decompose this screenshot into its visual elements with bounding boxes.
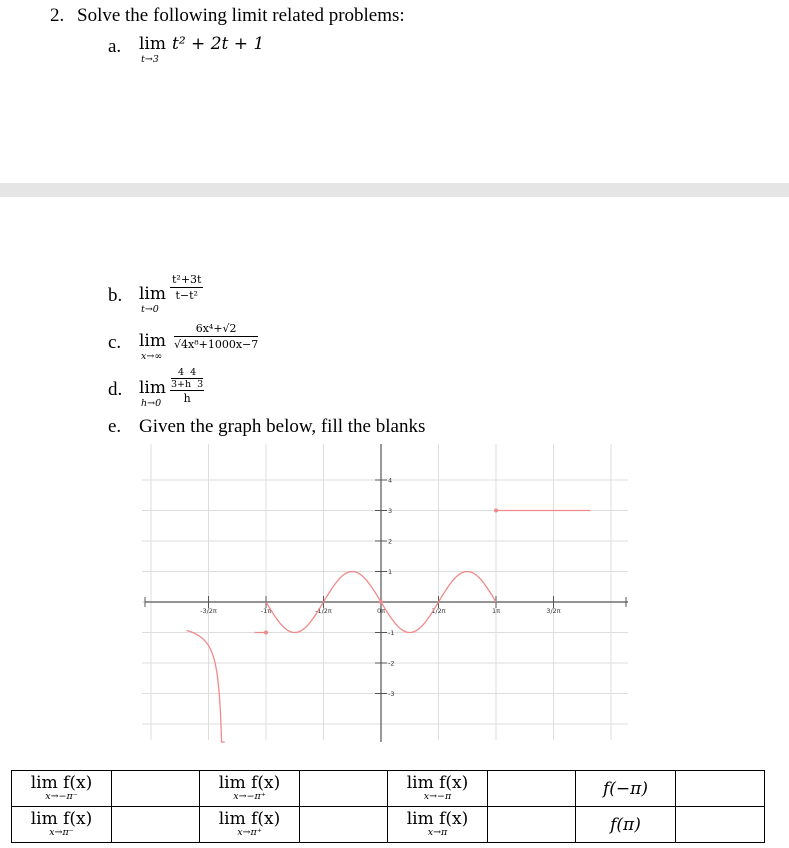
lim-subscript: x→−π⁻ <box>45 791 78 802</box>
part-d-denominator: h <box>183 392 191 405</box>
part-b-sub: t→0 <box>141 304 159 315</box>
function-graph <box>140 440 640 745</box>
part-c-fraction <box>174 322 258 351</box>
graph-axes <box>145 444 628 742</box>
part-d-label: d. <box>108 379 123 400</box>
part-b-fraction <box>170 273 203 302</box>
lim-subscript: x→π <box>427 827 448 838</box>
part-b-label: b. <box>108 285 123 306</box>
lim-expression: lim f(x) <box>30 773 93 793</box>
function-value: f(π) <box>610 814 641 835</box>
lim-expression: lim f(x) <box>218 773 281 793</box>
part-d-sub: h→0 <box>141 398 162 409</box>
lim-subscript: x→π⁻ <box>49 827 74 838</box>
x-tick-label: 0π <box>376 607 386 615</box>
table-cell-label <box>12 807 112 843</box>
part-b-numerator: t²+3t <box>172 273 202 286</box>
part-c-label: c. <box>108 332 122 353</box>
lim-subscript: x→π⁺ <box>237 827 262 838</box>
y-tick-label: 4 <box>388 476 393 485</box>
answer-blank[interactable] <box>488 807 576 843</box>
y-tick-label: 3 <box>388 507 393 515</box>
answer-blank[interactable] <box>300 807 388 843</box>
part-b-denominator: t−t² <box>175 289 198 302</box>
part-e-text: Given the graph below, fill the blanks <box>139 416 426 437</box>
table-cell-label <box>200 771 300 807</box>
table-row <box>12 807 765 843</box>
x-tick-labels <box>200 607 561 615</box>
lim-expression: lim f(x) <box>218 809 281 829</box>
answer-blank[interactable] <box>676 771 765 807</box>
part-c-numerator: 6x⁴+√2 <box>174 322 258 337</box>
y-tick-label: -3 <box>388 690 395 698</box>
x-tick-label: -1π <box>260 607 272 615</box>
part-c-lim: lim <box>139 331 166 351</box>
function-value: f(−π) <box>603 778 648 799</box>
answer-blank[interactable] <box>112 807 200 843</box>
part-a-label: a. <box>108 36 122 57</box>
origin-dot <box>379 600 383 604</box>
x-tick-label: -3/2π <box>200 607 217 615</box>
part-d-inner-fraction <box>170 367 204 391</box>
part-c-denominator: √4x⁸+1000x−7 <box>174 338 259 351</box>
x-tick-label: 1/2π <box>431 607 446 615</box>
answer-blank[interactable] <box>300 771 388 807</box>
blanks-table <box>11 770 765 843</box>
part-d-inner-numerator: 4 4 <box>171 367 203 379</box>
problem-number: 2. <box>50 5 65 26</box>
answer-blank[interactable] <box>676 807 765 843</box>
answer-blank[interactable] <box>488 771 576 807</box>
part-d-inner-denominator: 3+h 3 <box>171 379 204 390</box>
curve-asymptotic-branch <box>187 630 225 742</box>
table-cell-label <box>200 807 300 843</box>
lim-expression: lim f(x) <box>406 809 469 829</box>
problem-title: Solve the following limit related problems: <box>77 5 405 26</box>
part-b-lim: lim <box>139 284 166 304</box>
part-d-fraction <box>170 367 204 405</box>
part-a-lim: lim <box>139 34 166 54</box>
y-tick-label: -1 <box>388 629 395 637</box>
part-d-lim: lim <box>139 378 166 398</box>
lim-expression: lim f(x) <box>30 809 93 829</box>
separator-band <box>0 183 789 197</box>
lim-expression: lim f(x) <box>406 773 469 793</box>
table-cell-label <box>576 807 676 843</box>
table-cell-label <box>576 771 676 807</box>
y-tick-label: -2 <box>388 659 395 668</box>
table-cell-label <box>12 771 112 807</box>
x-tick-label: 1π <box>491 607 501 615</box>
part-a-expression: t² + 2t + 1 <box>172 34 265 54</box>
table-row <box>12 771 765 807</box>
lim-subscript: x→−π <box>423 791 452 802</box>
table-cell-label <box>388 771 488 807</box>
lim-subscript: x→−π⁺ <box>233 791 266 802</box>
y-tick-label: 1 <box>388 568 393 576</box>
x-tick-label: 3/2π <box>546 607 561 615</box>
part-a-sub: t→3 <box>141 54 159 65</box>
closed-dot <box>264 631 268 635</box>
y-tick-labels <box>388 477 394 699</box>
x-tick-label: -1/2π <box>315 607 332 615</box>
part-e-label: e. <box>108 416 122 437</box>
part-c-sub: x→∞ <box>141 351 163 362</box>
graph-grid <box>142 444 628 740</box>
y-tick-label: 2 <box>388 537 393 546</box>
closed-dot <box>494 509 498 513</box>
answer-blank[interactable] <box>112 771 200 807</box>
table-cell-label <box>388 807 488 843</box>
